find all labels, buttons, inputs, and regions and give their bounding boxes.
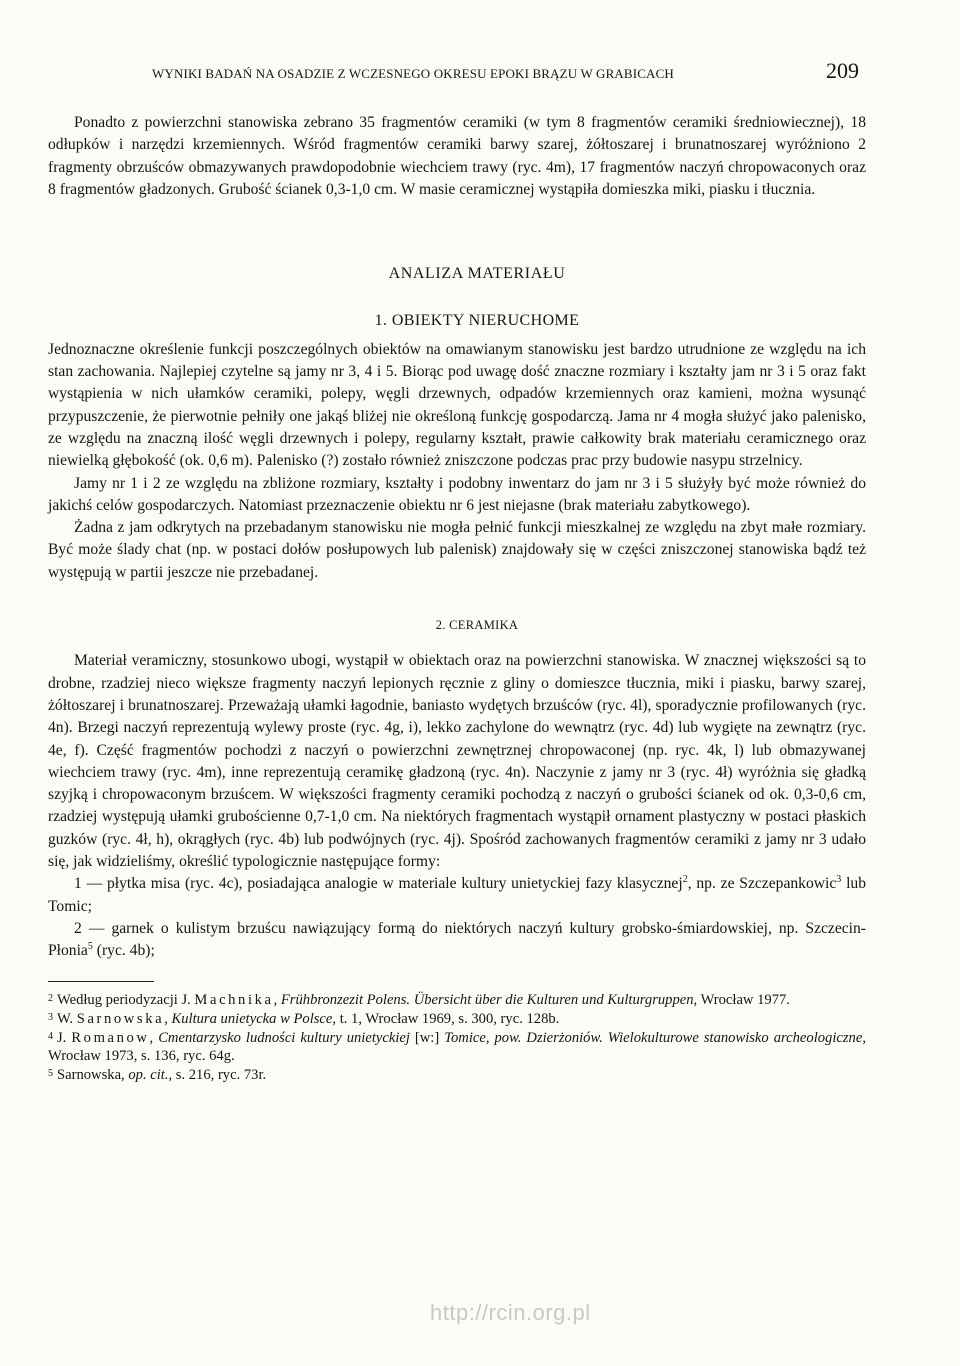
- list-item: 2 — garnek o kulistym brzuścu nawiązujący formą do niektórych naczyń kultury grobsko-śmiardowskiej, np. Szczecin-Płonia$^5$ (ryc. 4b);: [48, 919, 867, 960]
- page-body: [48, 112, 866, 1085]
- running-head: WYNIKI BADAŃ NA OSADZIE Z WCZESNEGO OKRESU EPOKI BRĄZU W GRABICACH: [152, 66, 674, 81]
- paragraph-immovable-2: Jamy nr 1 i 2 ze względu na zbliżone rozmiary, kształty i podobny inwentarz do jam nr 3 i 5 służyły być może również do jakichś celów gospodarczych. Natomiast przeznaczenie obiektu nr 6 jest niejasne (brak materiału zabytkowego).: [48, 474, 866, 514]
- footnote-5: $^5$ Sarnowska, op. cit., s. 216, ryc. 73r.: [48, 1067, 267, 1084]
- footnote-rule: [48, 981, 154, 982]
- page-header: [0, 58, 960, 88]
- footnote-2: $^2$ Według periodyzacji J. Machnika, Frühbronzezit Polens. Übersicht über die Kulturen und Kulturgruppen, Wrocław 1977.: [48, 991, 790, 1008]
- intro-paragraph: Ponadto z powierzchni stanowiska zebrano 35 fragmentów ceramiki (w tym 8 fragmentów ceramiki średniowiecznej), 18 odłupków i narzędzi krzemiennych. Wśród fragmentów ceramiki barwy szarej, żółtoszarej i brunatnoszarej wyróżniono 2 fragmenty obrzuśców obmazywanych prawdopodobnie wiechciem trawy (ryc. 4m), 17 fragmentów naczyń chropowaconych oraz 8 fragmentów gładzonych. Grubość ścianek 0,3-1,0 cm. W masie ceramicznej wystąpiła domieszka miki, piasku i tłucznia.: [48, 114, 866, 198]
- footnote-3: $^3$ W. Sarnowska, Kultura unietycka w Polsce, t. 1, Wrocław 1969, s. 300, ryc. 128b.: [48, 1010, 560, 1027]
- page-number: 209: [826, 58, 859, 83]
- footnote-ref[interactable]: 5: [87, 941, 93, 953]
- paragraph-immovable-1: Jednoznaczne określenie funkcji poszczególnych obiektów na omawianym stanowisku jest bardzo utrudnione ze względu na ich stan zachowania. Najlepiej czytelne są jamy nr 3, 4 i 5. Biorąc pod uwagę dość znaczne rozmiary i kształty jam nr 3 i 5 oraz fakt wystąpienia w nich ułamków ceramiki, polepy, węgli drzewnych, odpadów krzemiennych oraz kamieni, można wysunąć przypuszczenie, że pierwotnie pełniły one jakąś bliżej nie określoną funkcję gospodarczą. Jama nr 4 mogła służyć jako palenisko, ze względu na znaczną ilość węgli drzewnych i polepy, regularny kształt, prawie całkowity brak materiału ceramicznego oraz niewielką głębokość (ok. 0,6 m). Palenisko (?) zostało również zniszczone podczas prac przy budowie nasypu strzelnicy.: [48, 340, 866, 470]
- subsection-title-immovable: 1. OBIEKTY NIERUCHOME: [374, 312, 580, 330]
- section-title: ANALIZA MATERIAŁU: [388, 265, 566, 283]
- paragraph-immovable-3: Żadna z jam odkrytych na przebadanym stanowisku nie mogła pełnić funkcji mieszkalnej ze względu na zbyt małe rozmiary. Być może ślady chat (np. w postaci dołów posłupowych lub palenisk) znajdowały się w części zniszczonej stanowiska bądź też występują w partii jeszcze nie przebadanej.: [48, 519, 866, 581]
- footnote-4: $^4$ J. Romanow, Cmentarzysko ludności kultury unietyckiej [w:] Tomice, pow. Dzierżoniów. Wielokulturowe stanowisko archeologiczne, Wrocław 1973, s. 136, ryc. 64g.: [48, 1029, 866, 1065]
- footnote-ref[interactable]: 3: [836, 874, 842, 886]
- subsection-title-ceramics: 2. CERAMIKA: [435, 618, 519, 633]
- watermark-url: http://rcin.org.pl: [430, 1300, 591, 1325]
- footnotes: [48, 990, 866, 1085]
- footnote-ref[interactable]: 2: [682, 874, 688, 886]
- paragraph-ceramics: Materiał veramiczny, stosunkowo ubogi, wystąpił w obiektach oraz na powierzchni stanowiska. W znacznej większości są to drobne, rzadziej nieco większe fragmenty naczyń lepionych ręcznie z gliny o domieszce tłucznia, miki i piasku, barwy szarej, żółtoszarej i brunatnoszarej. Przeważają ułamki łagodnie, baniasto wydętych brzuśców (ryc. 4l), sporadycznie profilowanych (ryc. 4n). Brzegi naczyń reprezentują wylewy proste (ryc. 4g, i), lekko zachylone do wewnątrz (ryc. 4d) lub wygięte na zewnątrz (ryc. 4e, f). Część fragmentów pochodzi z naczyń o powierzchni zewnętrznej chropowaconej (np. ryc. 4k, l) lub obmazywanej wiechciem trawy (ryc. 4m), inne reprezentują ceramikę gładzoną (ryc. 4n). Naczynie z jamy nr 3 (ryc. 4ł) wyróżnia się gładką szyjką i chropowaconym brzuścem. W większości fragmenty ceramiki pochodzą z naczyń o grubości ścianek od ok. 0,3-0,6 cm, rzadziej występują ułamki grubościenne 0,7-1,0 cm. Na niektórych fragmentach wystąpił ornament plastyczny w postaci płaskich guzków (ryc. 4ł, h), okrągłych (ryc. 4b) lub podwójnych (ryc. 4j). Spośród zachowanych fragmentów ceramiki z jamy nr 3 udało się, jak widzieliśmy, określić typologicznie następujące formy:: [48, 652, 866, 871]
- list-item: 1 — płytka misa (ryc. 4c), posiadająca analogie w materiale kultury unietyckiej fazy klasycznej$^2$, np. ze Szczepankowic$^3$ lub Tomic;: [48, 874, 866, 915]
